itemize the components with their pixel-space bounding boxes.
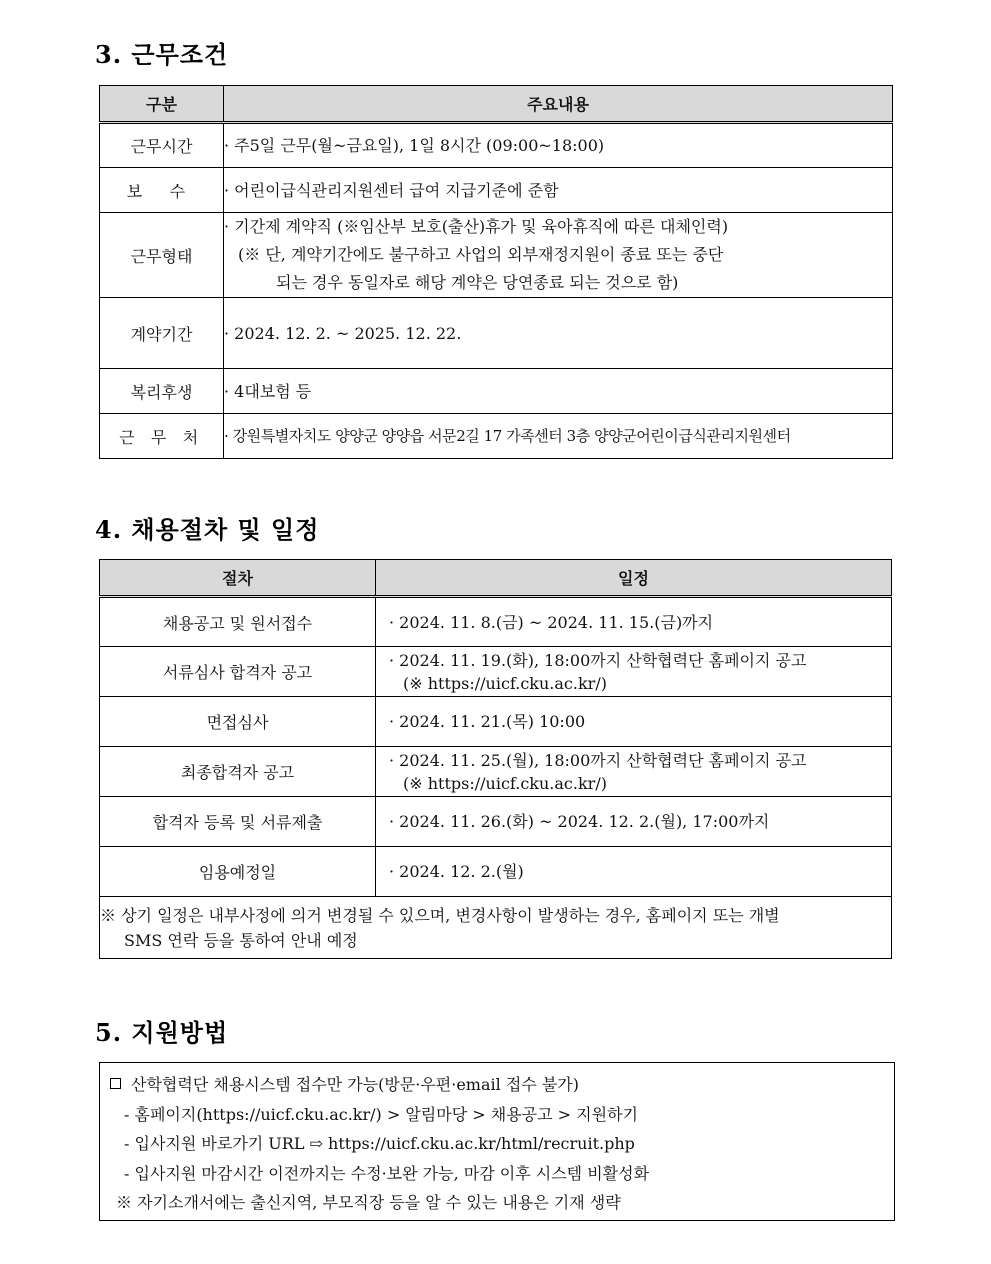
row-content: · 2024. 11. 8.(금) ~ 2024. 11. 15.(금)까지 (376, 597, 892, 647)
row-content (376, 747, 892, 797)
row-label: 근 무 처 (100, 414, 224, 459)
table-row (100, 597, 892, 647)
table-row (100, 414, 893, 459)
table-row (100, 747, 892, 797)
application-note: ※ 자기소개서에는 출신지역, 부모직장 등을 알 수 있는 내용은 기재 생략 (116, 1193, 621, 1212)
table-row (100, 298, 893, 369)
row-label: 근무형태 (100, 213, 224, 298)
row-label: 최종합격자 공고 (100, 747, 376, 797)
table-row (100, 123, 893, 168)
note-line: ※ 상기 일정은 내부사정에 의거 변경될 수 있으며, 변경사항이 발생하는 경우, 홈페이지 또는 개별 (100, 905, 780, 925)
table-row (100, 369, 893, 414)
note-line: SMS 연락 등을 통하여 안내 예정 (124, 930, 358, 950)
section-3-title: 3. 근무조건 (95, 40, 229, 69)
content-line: 되는 경우 동일자로 해당 계약은 당연종료 되는 것으로 함) (276, 273, 679, 292)
row-content: · 주5일 근무(월~금요일), 1일 8시간 (09:00~18:00) (224, 123, 893, 168)
table-row (100, 847, 892, 897)
row-label: 근무시간 (100, 123, 224, 168)
header-main-content: 주요내용 (224, 86, 893, 123)
row-content: · 2024. 11. 26.(화) ~ 2024. 12. 2.(월), 17:00까지 (376, 797, 892, 847)
table-row (100, 647, 892, 697)
section-5-title: 5. 지원방법 (95, 1018, 229, 1047)
section-4-title: 4. 채용절차 및 일정 (95, 515, 320, 544)
recruitment-schedule-table (99, 559, 892, 959)
content-line: · 기간제 계약직 (※임산부 보호(출산)휴가 및 육아휴직에 따른 대체인력) (224, 217, 729, 236)
table-row (100, 168, 893, 213)
row-content: · 강원특별자치도 양양군 양양읍 서문2길 17 가족센터 3층 양양군어린이급식관리지원센터 (224, 414, 893, 459)
work-conditions-table (99, 85, 893, 459)
application-main-line (110, 1070, 884, 1100)
row-content (376, 647, 892, 697)
content-line: · 2024. 11. 25.(월), 18:00까지 산학협력단 홈페이지 공고 (389, 750, 807, 770)
row-label: 채용공고 및 원서접수 (100, 597, 376, 647)
application-method-box (99, 1062, 895, 1221)
header-procedure: 절차 (100, 560, 376, 597)
row-label: 면접심사 (100, 697, 376, 747)
content-line: · 2024. 11. 19.(화), 18:00까지 산학협력단 홈페이지 공고 (389, 650, 807, 670)
content-line: (※ https://uicf.cku.ac.kr/) (403, 673, 607, 693)
application-main-text: 산학협력단 채용시스템 접수만 가능(방문·우편·email 접수 불가) (131, 1075, 579, 1094)
row-content: · 4대보험 등 (224, 369, 893, 414)
header-category: 구분 (100, 86, 224, 123)
application-item: - 입사지원 바로가기 URL ⇨ https://uicf.cku.ac.kr/html/recruit.php (124, 1134, 635, 1153)
content-line: (※ https://uicf.cku.ac.kr/) (403, 773, 607, 793)
content-line: (※ 단, 계약기간에도 불구하고 사업의 외부재정지원이 종료 또는 중단 (238, 245, 724, 264)
row-label: 복리후생 (100, 369, 224, 414)
row-label: 임용예정일 (100, 847, 376, 897)
table-row (100, 213, 893, 298)
row-content: · 2024. 12. 2. ~ 2025. 12. 22. (224, 298, 893, 369)
row-content: · 어린이급식관리지원센터 급여 지급기준에 준함 (224, 168, 893, 213)
row-label: 합격자 등록 및 서류제출 (100, 797, 376, 847)
row-label: 계약기간 (100, 298, 224, 369)
table-row (100, 797, 892, 847)
table-row (100, 697, 892, 747)
row-content: · 2024. 11. 21.(목) 10:00 (376, 697, 892, 747)
schedule-note (100, 897, 892, 959)
table-header-row (100, 560, 892, 597)
table-header-row (100, 86, 893, 123)
checkbox-square-icon (110, 1078, 121, 1089)
row-label: 보 수 (100, 168, 224, 213)
row-content (224, 213, 893, 298)
row-content: · 2024. 12. 2.(월) (376, 847, 892, 897)
application-item: - 입사지원 마감시간 이전까지는 수정·보완 가능, 마감 이후 시스템 비활성화 (124, 1163, 650, 1183)
application-item: - 홈페이지(https://uicf.cku.ac.kr/) > 알림마당 > 채용공고 > 지원하기 (124, 1104, 638, 1124)
row-label: 서류심사 합격자 공고 (100, 647, 376, 697)
note-row (100, 897, 892, 959)
header-schedule: 일정 (376, 560, 892, 597)
